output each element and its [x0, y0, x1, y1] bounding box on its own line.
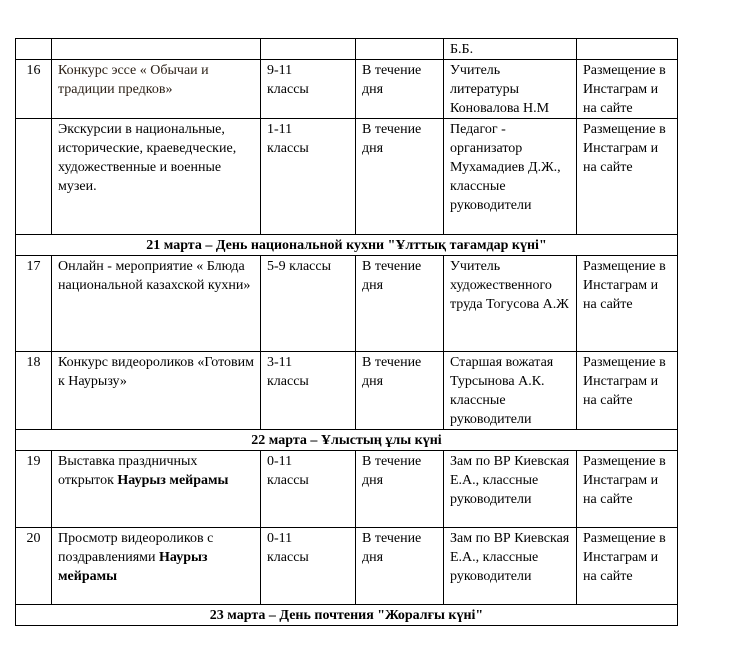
cell-time: В течение дня — [356, 451, 444, 528]
table-row — [16, 60, 678, 119]
cell-classes: 5-9 классы — [261, 256, 356, 352]
table-row — [16, 352, 678, 430]
cell-classes — [261, 39, 356, 60]
cell-event — [52, 528, 261, 605]
cell-classes — [261, 352, 356, 430]
classes-word: классы — [267, 82, 309, 97]
cell-form — [577, 39, 678, 60]
table-row — [16, 119, 678, 235]
cell-form: Размещение в Инстаграм и на сайте — [577, 528, 678, 605]
cell-form: Размещение в Инстаграм и на сайте — [577, 451, 678, 528]
cell-event: Экскурсии в национальные, исторические, краеведческие, художественные и военные музеи. — [52, 119, 261, 235]
classes-word: классы — [267, 550, 309, 565]
event-text: Просмотр видеороликов с поздравлениями — [58, 531, 214, 565]
cell-num: 20 — [16, 528, 52, 605]
cell-event: Конкурс видеороликов «Готовим к Наурызу» — [52, 352, 261, 430]
cell-time — [356, 39, 444, 60]
cell-time: В течение дня — [356, 528, 444, 605]
classes-range: 3-11 — [267, 355, 293, 370]
cell-form: Размещение в Инстаграм и на сайте — [577, 60, 678, 119]
cell-time: В течение дня — [356, 60, 444, 119]
cell-event — [52, 451, 261, 528]
cell-responsible: Зам по ВР Киевская Е.А., классные руководители — [444, 451, 577, 528]
cell-responsible: Зам по ВР Киевская Е.А., классные руководители — [444, 528, 577, 605]
cell-form: Размещение в Инстаграм и на сайте — [577, 119, 678, 235]
cell-classes — [261, 451, 356, 528]
section-row — [16, 605, 678, 626]
table-row-continued — [16, 39, 678, 60]
cell-num — [16, 119, 52, 235]
classes-word: классы — [267, 374, 309, 389]
section-heading-23-march: 23 марта – День почтения "Жоралғы күні" — [16, 605, 678, 626]
cell-responsible: Учитель литературы Коновалова Н.М — [444, 60, 577, 119]
table-row — [16, 451, 678, 528]
classes-range: 1-11 — [267, 122, 293, 137]
cell-responsible: Старшая вожатая Турсынова А.К. классные руководители — [444, 352, 577, 430]
cell-form: Размещение в Инстаграм и на сайте — [577, 256, 678, 352]
classes-word: классы — [267, 473, 309, 488]
cell-classes — [261, 528, 356, 605]
classes-range: 0-11 — [267, 531, 293, 546]
event-text: Выставка праздничных открыток — [58, 454, 198, 488]
table-row — [16, 528, 678, 605]
section-row — [16, 430, 678, 451]
event-holiday-name: Наурыз мейрамы — [117, 473, 229, 488]
cell-event: Конкурс эссе « Обычаи и традиции предков» — [52, 60, 261, 119]
event-plan-table — [15, 38, 678, 626]
event-holiday-name: Наурыз мейрамы — [58, 550, 208, 584]
cell-responsible: Учитель художественного труда Тогусова А.Ж — [444, 256, 577, 352]
section-heading-22-march: 22 марта – Ұлыстың ұлы күні — [16, 430, 678, 451]
cell-num: 16 — [16, 60, 52, 119]
cell-event — [52, 39, 261, 60]
cell-responsible: Б.Б. — [444, 39, 577, 60]
cell-time: В течение дня — [356, 256, 444, 352]
cell-time: В течение дня — [356, 352, 444, 430]
table-row — [16, 256, 678, 352]
section-heading-21-march: 21 марта – День национальной кухни "Ұлттық тағамдар күні" — [16, 235, 678, 256]
cell-classes — [261, 60, 356, 119]
classes-range: 0-11 — [267, 454, 293, 469]
cell-event: Онлайн - мероприятие « Блюда национальной казахской кухни» — [52, 256, 261, 352]
cell-responsible: Педагог - организатор Мухамадиев Д.Ж., классные руководители — [444, 119, 577, 235]
classes-range: 9-11 — [267, 63, 293, 78]
cell-form: Размещение в Инстаграм и на сайте — [577, 352, 678, 430]
cell-num: 17 — [16, 256, 52, 352]
cell-num — [16, 39, 52, 60]
cell-num: 18 — [16, 352, 52, 430]
cell-time: В течение дня — [356, 119, 444, 235]
cell-classes — [261, 119, 356, 235]
section-row — [16, 235, 678, 256]
classes-word: классы — [267, 141, 309, 156]
cell-num: 19 — [16, 451, 52, 528]
